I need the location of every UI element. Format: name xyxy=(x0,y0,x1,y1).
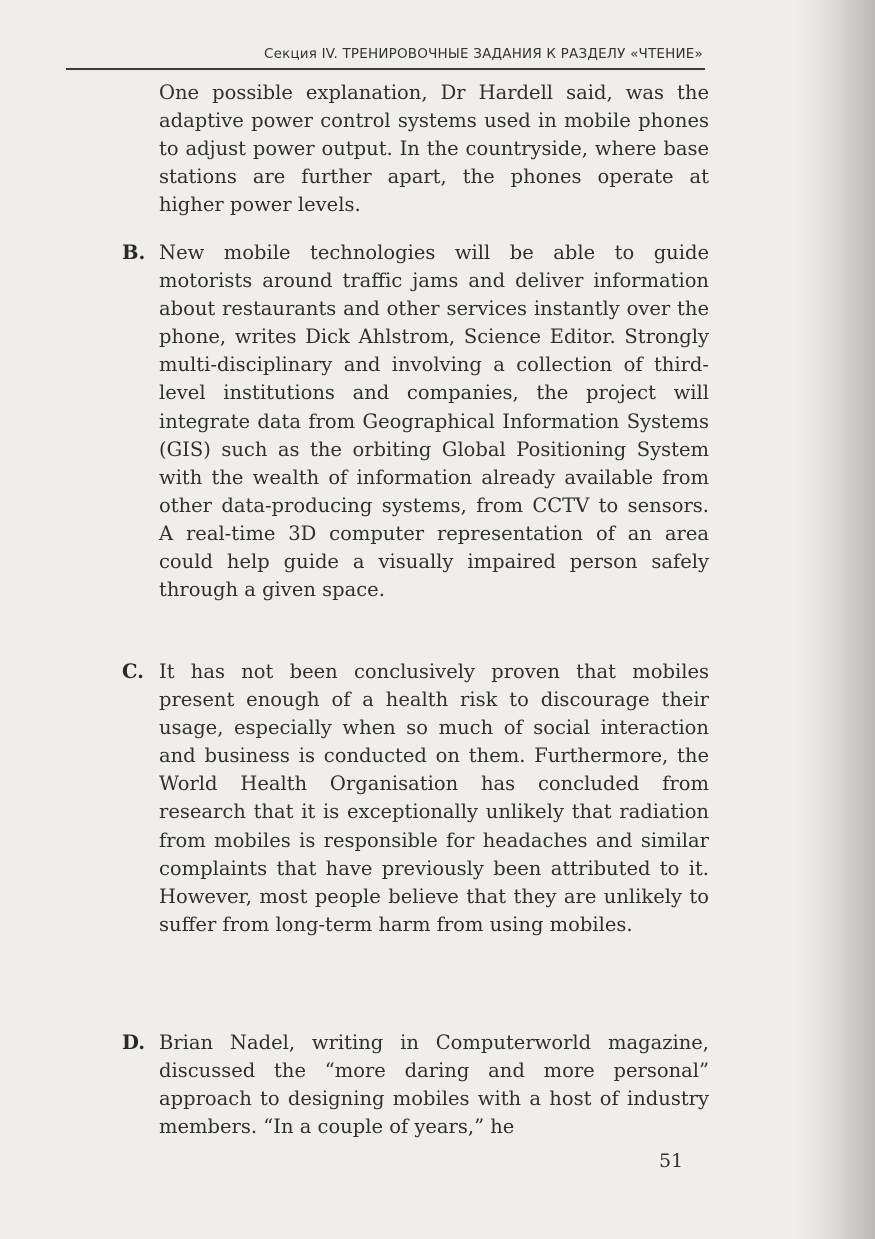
running-header-title: Секция IV. ТРЕНИРОВОЧНЫЕ ЗАДАНИЯ К РАЗДЕЛУ «ЧТЕНИЕ» xyxy=(263,46,703,62)
page-edge-shadow xyxy=(795,0,875,1239)
paragraph-c: It has not been conclusively proven that mobiles present enough of a health risk to discourage their usage, especially when so much of social interaction and business is conducted on them. Furthermore, the World Health Organisation has concluded from research that it is exceptionally unlikely that radiation from mobiles is responsible for headaches and similar complaints that have previously been attributed to it. However, most people believe that they are unlikely to suffer from long-term harm from using mobiles. xyxy=(159,660,709,936)
running-header xyxy=(66,40,705,70)
paragraph-b: New mobile technologies will be able to guide motorists around traffic jams and deliver information about restaurants and other services instantly over the phone, writes Dick Ahlstrom, Science Editor. Strongly multi-disciplinary and involving a collection of third-level institutions and companies, the project will integrate data from Geographical Information Systems (GIS) such as the orbiting Global Positioning System with the wealth of information already available from other data-producing systems, from CCTV to sensors. A real-time 3D computer representation of an area could help guide a visually impaired person safely through a given space. xyxy=(159,241,709,602)
paragraph-label-c: C. xyxy=(122,660,144,683)
paragraph-a-continuation: One possible explanation, Dr Hardell said, was the adaptive power control systems used in mobile phones to adjust power output. In the countryside, where base stations are further apart, the phones operate at higher power levels. xyxy=(159,81,709,217)
paragraph-label-b: B. xyxy=(122,241,146,264)
paragraph-label-d: D. xyxy=(122,1031,146,1054)
page-number: 51 xyxy=(659,1150,684,1172)
paragraph-d: Brian Nadel, writing in Computerworld magazine, discussed the “more daring and more personal” approach to designing mobiles with a host of industry members. “In a couple of years,” he xyxy=(159,1031,709,1139)
